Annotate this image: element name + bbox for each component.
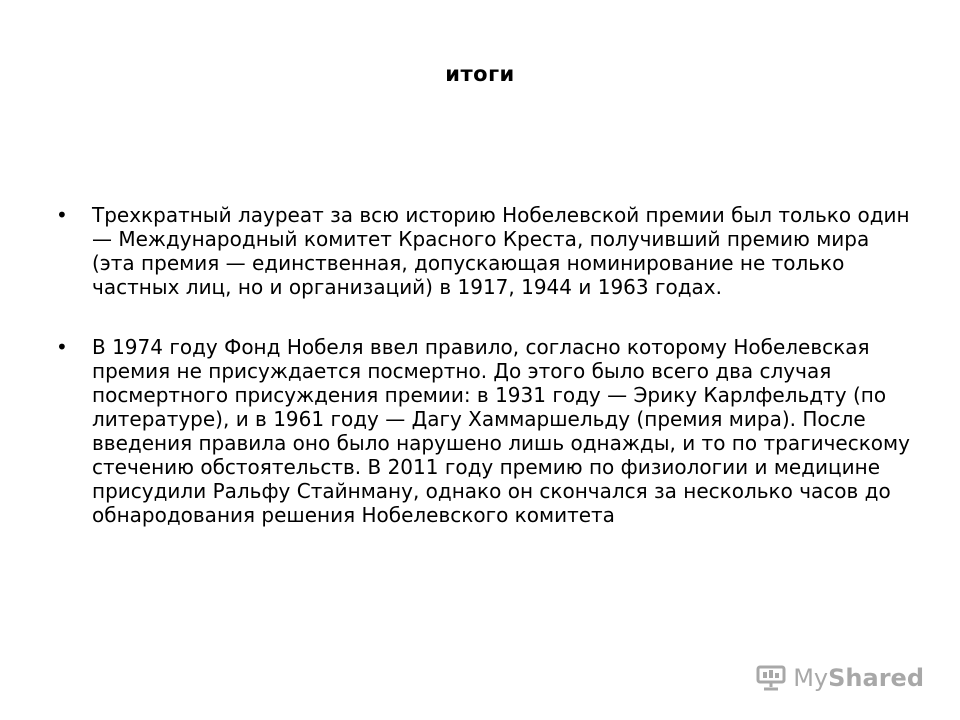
bullet-text: Трехкратный лауреат за всю историю Нобелевской премии был только один — Международный комитет Красного Креста, получивший премию мира (эта премия — единственная, допускающая номинирование не только частных лиц, но и организаций) в 1917, 1944 и 1963 годах.	[92, 203, 910, 299]
bullet-list	[56, 203, 916, 563]
bullet-icon: •	[56, 335, 68, 359]
bullet-icon: •	[56, 203, 68, 227]
watermark-suffix: Shared	[828, 664, 924, 692]
bullet-item	[56, 335, 916, 527]
bullet-item	[56, 203, 916, 299]
projector-screen-icon	[755, 664, 787, 692]
watermark-prefix: My	[793, 664, 829, 692]
slide-title: итоги	[445, 62, 515, 86]
bullet-text: В 1974 году Фонд Нобеля ввел правило, согласно которому Нобелевская премия не присуждается посмертно. До этого было всего два случая посмертного присуждения премии: в 1931 году — Эрику Карлфельдту (по литературе), и в 1961 году — Дагу Хаммаршельду (премия мира). После введения правила оно было нарушено лишь однажды, и то по трагическому стечению обстоятельств. В 2011 году премию по физиологии и медицине присудили Ральфу Стайнману, однако он скончался за несколько часов до обнародования решения Нобелевского комитета	[92, 335, 910, 527]
myshared-watermark	[755, 664, 924, 692]
watermark-text	[793, 664, 924, 692]
